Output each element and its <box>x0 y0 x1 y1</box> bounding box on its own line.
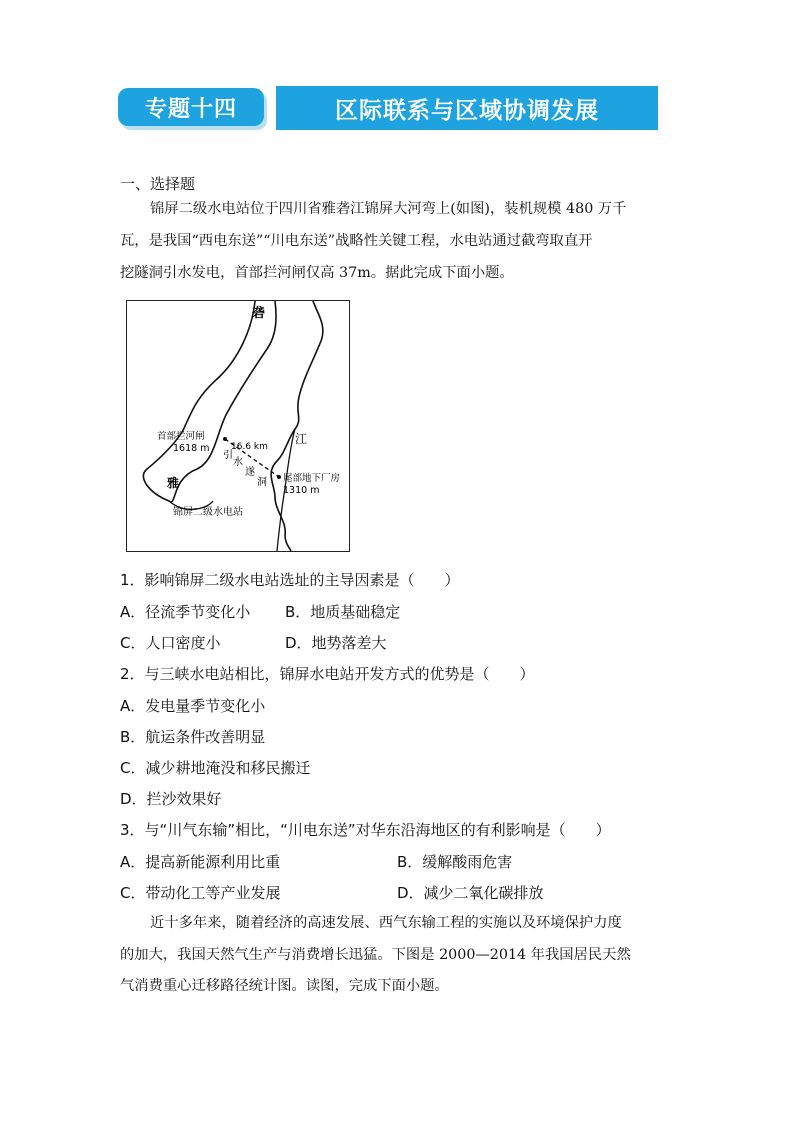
chapter-header <box>0 86 794 134</box>
map-tail-elev: 1310 m <box>283 485 320 496</box>
q2-option-c[interactable]: C．减少耕地淹没和移民搬迁 <box>120 759 311 777</box>
q1-option-a[interactable]: A．径流季节变化小 <box>120 603 251 621</box>
map-tail-plant: 尾部地下厂房 <box>283 473 341 484</box>
intro2-line1: 近十多年来，随着经济的高速发展、西气东输工程的实施以及环境保护力度 <box>150 915 622 931</box>
intro1-line1: 锦屏二级水电站位于四川省雅砻江锦屏大河弯上(如图)，装机规模 480 万千 <box>150 201 627 217</box>
q3-option-a[interactable]: A．提高新能源利用比重 <box>120 853 281 871</box>
map-head-gate: 首部拦河闸 <box>157 431 205 442</box>
q1-option-c[interactable]: C．人口密度小 <box>120 634 221 652</box>
map-drawing <box>127 301 349 551</box>
map-label-left: 雅 <box>167 476 180 490</box>
map-tunnel-1: 引 <box>223 450 233 461</box>
q3-option-d[interactable]: D．减少二氧化碳排放 <box>397 884 544 902</box>
question-1-stem: 1．影响锦屏二级水电站选址的主导因素是（ ） <box>120 571 460 589</box>
chapter-badge: 专题十四 <box>118 88 264 126</box>
chapter-title: 区际联系与区域协调发展 <box>276 86 658 130</box>
q3-option-c[interactable]: C．带动化工等产业发展 <box>120 884 281 902</box>
section-heading: 一、选择题 <box>120 175 196 193</box>
river-bend-map <box>126 300 350 552</box>
river-outline-outer <box>271 301 323 551</box>
q1-option-d[interactable]: D．地势落差大 <box>285 634 387 652</box>
intro2-line3: 气消费重心迁移路径统计图。读图，完成下面小题。 <box>120 978 449 994</box>
map-station: 锦屏二级水电站 <box>173 507 243 518</box>
q3-option-b[interactable]: B．缓解酸雨危害 <box>397 853 513 871</box>
intro2-line2: 的加大，我国天然气生产与消费增长迅猛。下图是 2000—2014 年我国居民天然 <box>120 947 631 963</box>
map-tunnel-4: 洞 <box>257 477 267 488</box>
map-distance: 16.6 km <box>231 442 268 452</box>
map-label-top: 砻 <box>252 306 266 321</box>
q2-option-b[interactable]: B．航运条件改善明显 <box>120 728 266 746</box>
q1-option-b[interactable]: B．地质基础稳定 <box>285 603 401 621</box>
map-tunnel-2: 水 <box>233 457 243 468</box>
intro1-line3: 挖隧洞引水发电，首部拦河闸仅高 37m。据此完成下面小题。 <box>120 265 514 281</box>
q2-option-a[interactable]: A．发电量季节变化小 <box>120 697 266 715</box>
map-head-gate-elev: 1618 m <box>173 443 210 454</box>
question-2-stem: 2．与三峡水电站相比，锦屏水电站开发方式的优势是（ ） <box>120 665 535 683</box>
intro1-line2: 瓦，是我国“西电东送”“川电东送”战略性关键工程，水电站通过截弯取直开 <box>120 233 593 249</box>
tail-plant-point <box>277 475 281 479</box>
map-label-right: 江 <box>295 432 308 446</box>
map-tunnel-3: 遂 <box>245 467 255 478</box>
q2-option-d[interactable]: D．拦沙效果好 <box>120 790 222 808</box>
head-gate-point <box>223 437 227 441</box>
question-3-stem: 3．与“川气东输”相比，“川电东送”对华东沿海地区的有利影响是（ ） <box>120 821 611 839</box>
river-outline-inner <box>143 301 276 502</box>
